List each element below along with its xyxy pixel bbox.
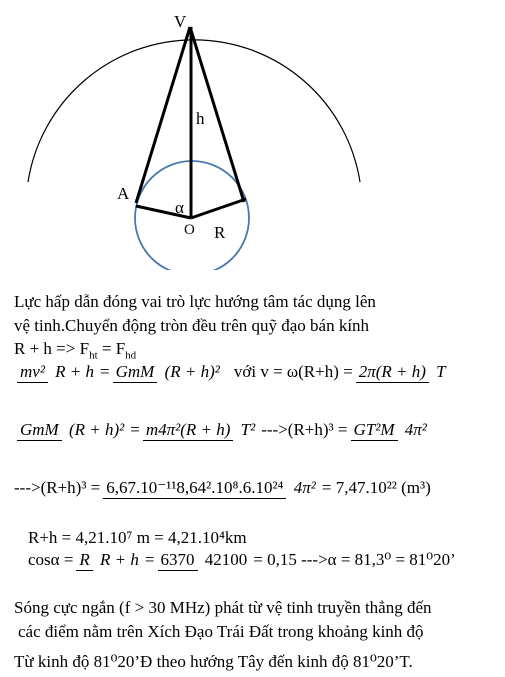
label-r: R xyxy=(214,223,226,242)
frac-den: 4π² xyxy=(293,478,316,497)
equation-4: R+h = 4,21.10⁷ m = 4,21.10⁴km xyxy=(28,528,247,547)
label-alpha: α xyxy=(175,198,184,217)
frac-num: GmM xyxy=(113,362,158,383)
frac-num: GT²M xyxy=(351,420,398,441)
cos-alpha: cosα = xyxy=(28,550,74,569)
label-v: V xyxy=(174,12,187,31)
frac-num: GmM xyxy=(17,420,62,441)
equals: = xyxy=(144,550,155,569)
fraction-r xyxy=(76,550,142,570)
fraction-gmm xyxy=(17,420,127,440)
velocity-text: với v = ω(R+h) = xyxy=(233,362,353,381)
fraction-6370 xyxy=(158,550,251,570)
fraction-mv2 xyxy=(17,362,97,382)
frac-num: R xyxy=(76,550,92,571)
frac-den: T² xyxy=(240,420,256,439)
fraction-gmm xyxy=(113,362,223,382)
frac-num: 6,67.10⁻¹¹8,64².10⁸.6.10²⁴ xyxy=(103,478,286,499)
equation-3 xyxy=(14,478,431,498)
fraction-m4pi2 xyxy=(143,420,258,440)
paragraph-2-line-2: các điểm nằm trên Xích Đạo Trái Đất trong khoảng kinh độ xyxy=(18,622,424,641)
frac-num: mv² xyxy=(17,362,48,383)
arrow-result: --->(R+h)³ = xyxy=(261,420,348,439)
equation-1 xyxy=(14,362,452,382)
tangent-line-left xyxy=(136,27,190,203)
radius-to-tangent xyxy=(191,199,246,218)
force-equation-a: R + h => F xyxy=(14,339,90,358)
label-h: h xyxy=(196,109,205,128)
paragraph-2-line-3: Từ kinh độ 81⁰20’Đ theo hướng Tây đến kinh độ 81⁰20’T. xyxy=(14,652,413,671)
paragraph-2-line-1: Sóng cực ngắn (f > 30 MHz) phát từ vệ tinh truyền thẳng đến xyxy=(14,598,432,617)
frac-den: (R + h)² xyxy=(68,420,125,439)
frac-den: 42100 xyxy=(204,550,248,569)
fraction-gt2m xyxy=(351,420,430,440)
label-o: O xyxy=(184,222,195,238)
fraction-2pi xyxy=(356,362,449,382)
equals: = xyxy=(100,362,110,381)
cube-result: = 7,47.10²² (m³) xyxy=(321,478,431,497)
frac-num: m4π²(R + h) xyxy=(143,420,234,441)
alpha-result: = 0,15 --->α = 81,3⁰ = 81⁰20’ xyxy=(253,550,456,569)
frac-den: 4π² xyxy=(404,420,427,439)
fraction-numeric xyxy=(103,478,319,498)
arrow-result: --->(R+h)³ = xyxy=(14,478,101,497)
frac-den: (R + h)² xyxy=(164,362,220,381)
equation-2 xyxy=(14,420,433,440)
equals: = xyxy=(130,420,140,439)
frac-num: 2π(R + h) xyxy=(356,362,429,383)
frac-den: R + h xyxy=(55,362,95,381)
sub-ht: ht xyxy=(89,349,98,362)
paragraph-1-line-1: Lực hấp dẫn đóng vai trò lực hướng tâm tác dụng lên xyxy=(14,292,376,311)
force-equation-b: = F xyxy=(97,339,126,358)
frac-den: R + h xyxy=(100,550,139,569)
sub-hd: hd xyxy=(125,349,137,362)
equation-5 xyxy=(28,550,456,570)
frac-num: 6370 xyxy=(158,550,198,571)
label-a: A xyxy=(117,184,130,203)
satellite-diagram xyxy=(0,0,505,270)
frac-den: T xyxy=(436,362,446,381)
paragraph-1-line-2: vệ tinh.Chuyển động tròn đều trên quỹ đạo bán kính xyxy=(14,316,370,335)
